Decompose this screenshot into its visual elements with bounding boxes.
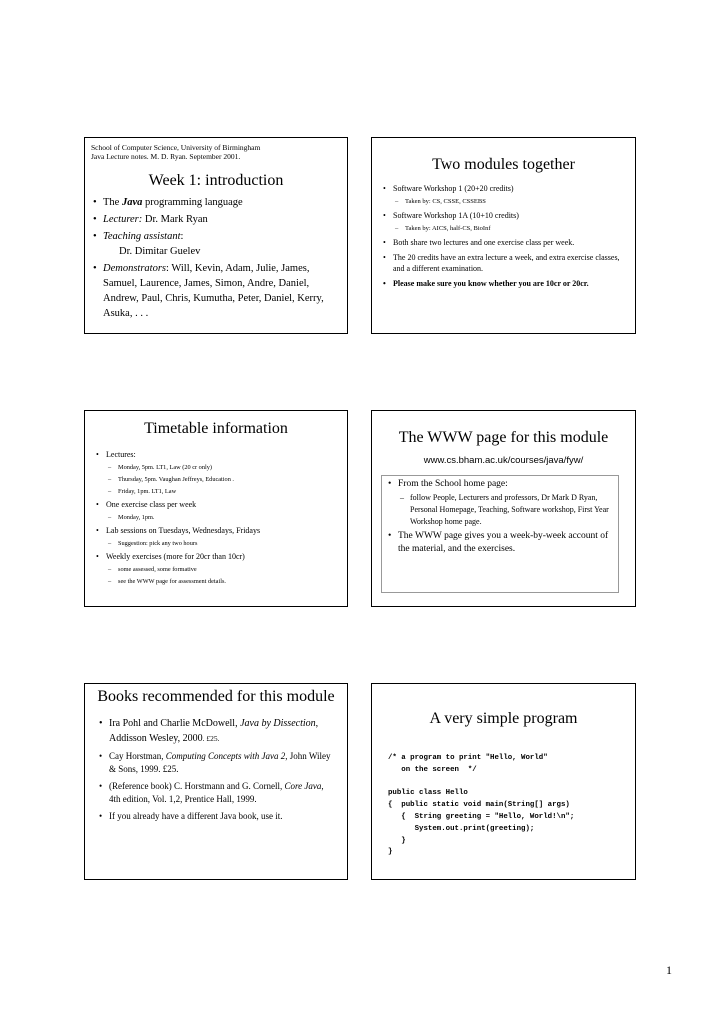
bullet-item: • One exercise class per week – Monday, 1pm. (94, 499, 344, 522)
bullet-item: • Both share two lectures and one exercise class per week. (381, 237, 631, 248)
slide-timetable (84, 410, 348, 607)
sub-bullet-item: – see the WWW page for assessment details. (106, 577, 344, 586)
bullet-item: • Lab sessions on Tuesdays, Wednesdays, Fridays – Suggestion: pick any two hours (94, 525, 344, 548)
slide-title: Week 1: introduction (148, 172, 284, 189)
bullet-list (386, 478, 616, 558)
bullet-list (381, 183, 631, 293)
bullet-item: • Demonstrators: Will, Kevin, Adam, Julie, James, Samuel, Laurence, James, Simon, Andre, Daniel, Andrew, Paul, Chris, Kumutha, Peter, Daniel, Kerry, Asuka, . . . (91, 261, 341, 321)
bullet-item: • (Reference book) C. Horstmann and G. Cornell, Core Java, 4th edition, Vol. 1,2, Prentice Hall, 1999. (97, 780, 337, 806)
slide-header-line-1: School of Computer Science, University of Birmingham (91, 143, 261, 152)
slide-two-modules (371, 137, 636, 334)
slide-www-page (371, 410, 636, 607)
sub-bullet-item: – Taken by: AICS, half-CS, BioInf (393, 224, 631, 233)
bullet-item: • Software Workshop 1 (20+20 credits) – Taken by: CS, CSSE, CSSEBS (381, 183, 631, 206)
bullet-item: • Lectures: – Monday, 5pm. LT1, Law (20 cr only) – Thursday, 5pm. Vaughan Jeffreys, Education . – Friday, 1pm. LT1, Law (94, 449, 344, 496)
bullet-item: • The 20 credits have an extra lecture a week, and extra exercise classes, and a different examination. (381, 252, 631, 274)
bullet-list (97, 716, 337, 827)
sub-bullet-item: – Monday, 1pm. (106, 513, 344, 522)
bullet-item: • Cay Horstman, Computing Concepts with Java 2, John Wiley & Sons, 1999. £25. (97, 750, 337, 776)
page-number: 1 (666, 963, 672, 977)
slide-title: The WWW page for this module (398, 429, 609, 446)
bullet-item: • Weekly exercises (more for 20cr than 10cr) – some assessed, some formative – see the WWW page for assessment details. (94, 551, 344, 586)
slide-title: Timetable information (144, 420, 288, 437)
bullet-item: • Ira Pohl and Charlie McDowell, Java by Dissection, Addisson Wesley, 2000. £25. (97, 716, 337, 746)
bullet-item: • Lecturer: Dr. Mark Ryan (91, 212, 341, 227)
slide-simple-program (371, 683, 636, 880)
slide-title: Two modules together (432, 156, 575, 173)
slide-title: A very simple program (429, 710, 578, 727)
bullet-item: • Please make sure you know whether you are 10cr or 20cr. (381, 278, 631, 289)
bullet-item: • If you already have a different Java book, use it. (97, 810, 337, 823)
slide-header-line-2: Java Lecture notes. M. D. Ryan. September 2001. (91, 152, 241, 161)
bullet-item: • The Java programming language (91, 195, 341, 210)
bullet-item: • Software Workshop 1A (10+10 credits) – Taken by: AICS, half-CS, BioInf (381, 210, 631, 233)
slide-week1-introduction (84, 137, 348, 334)
sub-bullet-item: – Taken by: CS, CSSE, CSSEBS (393, 197, 631, 206)
slide-title: Books recommended for this module (97, 688, 335, 705)
bullet-list (94, 449, 344, 589)
bullet-list (91, 195, 341, 323)
sub-bullet-item: – Friday, 1pm. LT1, Law (106, 487, 344, 496)
sub-bullet-item: – Thursday, 5pm. Vaughan Jeffreys, Education . (106, 475, 344, 484)
bullet-item: • The WWW page gives you a week-by-week account of the material, and the exercises. (386, 530, 616, 556)
sub-bullet-item: – Suggestion: pick any two hours (106, 539, 344, 548)
bullet-item: • Teaching assistant: Dr. Dimitar Guelev (91, 229, 341, 259)
slide-books (84, 683, 348, 880)
module-url: www.cs.bham.ac.uk/courses/java/fyw/ (423, 455, 584, 466)
sub-bullet-item: – Monday, 5pm. LT1, Law (20 cr only) (106, 463, 344, 472)
sub-bullet-item: – follow People, Lecturers and professors, Dr Mark D Ryan, Personal Homepage, Teaching, Software workshop, First Year Workshop home page. (398, 492, 616, 528)
code-block: /* a program to print "Hello, World" on the screen */ public class Hello { public static void main(String[] args) { String greeting = "Hello, World!\n"; System.out.print(greeting); } } (388, 754, 575, 857)
sub-bullet-item: – some assessed, some formative (106, 565, 344, 574)
bullet-item: • From the School home page: – follow People, Lecturers and professors, Dr Mark D Ryan, Personal Homepage, Teaching, Software workshop, First Year Workshop home page. (386, 478, 616, 528)
